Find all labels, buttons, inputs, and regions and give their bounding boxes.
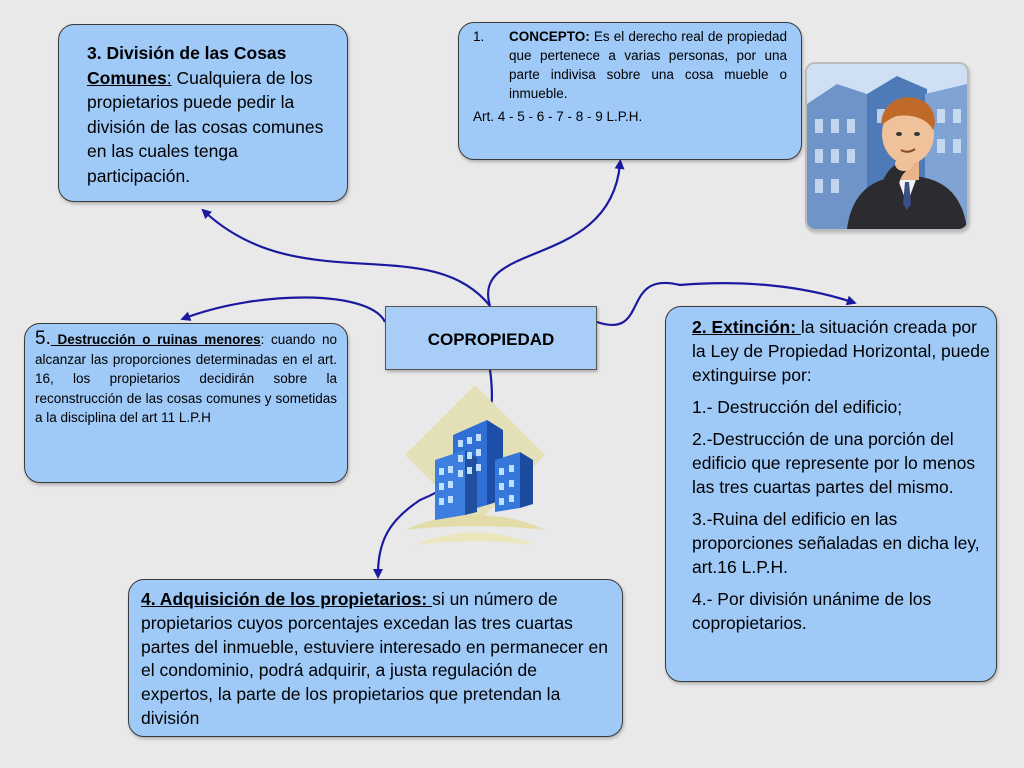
node4-text: si un número de propietarios cuyos porcentajes excedan las tres cuartas partes del inmueble, estuviere interesado en permanecer en el condominio, podrá adquirir, a justa regulación de expertos, la parte de los propietarios que pretendan la división	[141, 589, 608, 728]
thinking-businessman-icon	[805, 62, 969, 231]
edge-to-node1	[488, 164, 620, 306]
node-extincion	[665, 306, 997, 682]
node-division-cosas-comunes	[58, 24, 348, 202]
node5-heading: Destrucción o ruinas menores	[50, 332, 261, 347]
node1-article: Art. 4 - 5 - 6 - 7 - 8 - 9 L.P.H.	[473, 109, 643, 124]
node1-text: Es el derecho real de propiedad que pertenece a varias personas, por una parte indivisa sobre una cosa mueble o inmueble.	[509, 29, 787, 101]
office-buildings-icon	[395, 380, 555, 555]
node2-item-2: 2.-Destrucción de una porción del edificio que represente por lo menos las tres cuartas partes del mismo.	[692, 429, 976, 497]
node4-heading: 4. Adquisición de los propietarios:	[141, 589, 433, 609]
node1-number: 1.	[473, 29, 485, 44]
node3-colon: :	[166, 67, 172, 88]
node2-heading: 2. Extinción:	[692, 317, 801, 337]
node3-heading: 3. División de las Cosas	[87, 43, 287, 63]
node3-heading-underlined: Comunes	[87, 67, 167, 88]
node2-item-1: 1.- Destrucción del edificio;	[692, 397, 903, 417]
node-concepto	[458, 22, 802, 160]
node5-text: cuando no alcanzar las proporciones determinadas en el art. 16, los propietarios decidirán sobre la reconstrucción de las cosas comunes y sometidas a la disciplina del art 11 L.P.H	[35, 332, 338, 425]
node2-item-4: 4.- Por división unánime de los copropietarios.	[692, 589, 932, 633]
node-adquisicion-propietarios	[128, 579, 623, 737]
node5-colon: :	[260, 332, 265, 347]
node5-number: 5.	[35, 328, 51, 349]
node1-heading: CONCEPTO:	[509, 29, 590, 44]
node2-intro: la situación creada por la Ley de Propiedad Horizontal, puede extinguirse por:	[692, 317, 990, 385]
edge-to-node5	[185, 297, 385, 322]
node-destruccion-ruinas-menores	[24, 323, 348, 483]
central-topic-copropiedad	[385, 306, 597, 370]
node2-item-3: 3.-Ruina del edificio en las proporciones señaladas en dicha ley, art.16 L.P.H.	[692, 509, 980, 577]
edge-to-node3	[205, 212, 490, 306]
central-topic-label: COPROPIEDAD	[427, 330, 555, 349]
node2-intro-paragraph	[692, 315, 992, 387]
node3-text: Cualquiera de los propietarios puede pedir la división de las cosas comunes en las cuales tenga participación.	[87, 67, 324, 186]
